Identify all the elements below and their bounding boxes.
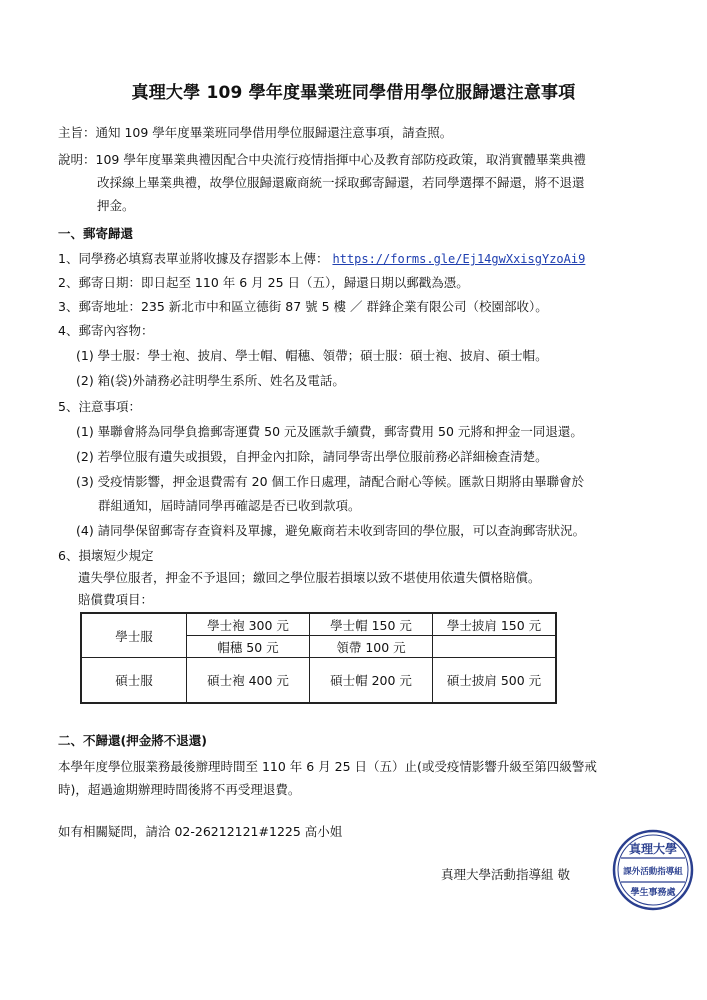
item-3: 3、郵寄地址：235 新北市中和區立德街 87 號 5 樓 ／ 群鋒企業有限公司（校園部收）。 — [58, 299, 548, 314]
item-5-sub-1: (1) 畢聯會將為同學負擔郵寄運費 50 元及匯款手續費，郵寄費用 50 元將和押金一同退還。 — [76, 424, 583, 439]
section-1-heading: 一、郵寄歸還 — [58, 226, 134, 241]
item-5-sub-2: (2) 若學位服有遺失或損毀，自押金內扣除，請同學寄出學位服前務必詳細檢查清楚。 — [76, 449, 548, 464]
seal-text-3: 學生事務處 — [630, 888, 676, 898]
fee-table — [80, 612, 557, 704]
bachelor-label: 學士服 — [81, 613, 187, 658]
fee-cell: 碩士披肩 500 元 — [433, 658, 557, 704]
item-6: 6、損壞短少規定 — [58, 548, 154, 563]
fee-cell: 碩士帽 200 元 — [310, 658, 433, 704]
item-5-sub-4: (4) 請同學保留郵寄存查資料及單據，避免廠商若未收到寄回的學位服，可以查詢郵寄狀況。 — [76, 523, 586, 538]
item-4: 4、郵寄內容物： — [58, 323, 154, 338]
item-4-sub-2: (2) 箱(袋)外請務必註明學生系所、姓名及電話。 — [76, 373, 345, 388]
item-5: 5、注意事項： — [58, 399, 141, 414]
item-5-sub-3-cont: 群組通知，屆時請同學再確認是否已收到款項。 — [98, 498, 361, 513]
master-label: 碩士服 — [81, 658, 187, 704]
item-6-text: 遺失學位服者，押金不予退回；繳回之學位服若損壞以致不堪使用依遺失價格賠償。 — [78, 570, 541, 585]
contact-line: 如有相關疑問，請洽 02-26212121#1225 高小姐 — [58, 824, 343, 839]
office-seal-stamp — [611, 828, 695, 912]
item-2: 2、郵寄日期：即日起至 110 年 6 月 25 日（五），歸還日期以郵戳為憑。 — [58, 275, 469, 290]
fee-cell: 學士袍 300 元 — [187, 613, 310, 636]
fee-cell — [433, 636, 557, 658]
table-row — [81, 613, 556, 636]
table-row — [81, 658, 556, 704]
explanation-line-1: 說明：109 學年度畢業典禮因配合中央流行疫情指揮中心及教育部防疫政策，取消實體畢業典禮 — [58, 152, 586, 167]
signature: 真理大學活動指導組 敬 — [441, 867, 570, 882]
section-2-line-1: 本學年度學位服業務最後辦理時間至 110 年 6 月 25 日（五）止(或受疫情影響升級至第四級警戒 — [58, 759, 597, 774]
section-2-line-2: 時)，超過逾期辦理時間後將不再受理退費。 — [58, 782, 301, 797]
fee-cell: 學士披肩 150 元 — [433, 613, 557, 636]
fee-cell: 學士帽 150 元 — [310, 613, 433, 636]
fee-label: 賠償費項目： — [78, 592, 154, 607]
form-link[interactable]: https://forms.gle/Ej14gwXxisgYzoAi9 — [332, 252, 586, 266]
item-1-text: 1、同學務必填寫表單並將收據及存摺影本上傳： — [58, 251, 329, 266]
explanation-line-3: 押金。 — [97, 198, 135, 213]
subject-line: 主旨：通知 109 學年度畢業班同學借用學位服歸還注意事項，請查照。 — [58, 125, 453, 140]
fee-cell: 領帶 100 元 — [310, 636, 433, 658]
fee-cell: 帽穗 50 元 — [187, 636, 310, 658]
section-2-heading: 二、不歸還(押金將不退還) — [58, 733, 207, 748]
fee-cell: 碩士袍 400 元 — [187, 658, 310, 704]
seal-text-2: 課外活動指導組 — [623, 867, 683, 877]
item-1 — [58, 248, 585, 270]
item-4-sub-1: (1) 學士服：學士袍、披肩、學士帽、帽穗、領帶；碩士服：碩士袍、披肩、碩士帽。 — [76, 348, 548, 363]
explanation-line-2: 改採線上畢業典禮，故學位服歸還廠商統一採取郵寄歸還，若同學選擇不歸還，將不退還 — [97, 175, 585, 190]
page-title: 真理大學 109 學年度畢業班同學借用學位服歸還注意事項 — [131, 83, 576, 103]
seal-text-1: 真理大學 — [628, 842, 678, 856]
item-5-sub-3: (3) 受疫情影響，押金退費需有 20 個工作日處理，請配合耐心等候。匯款日期將由畢聯會於 — [76, 474, 585, 489]
